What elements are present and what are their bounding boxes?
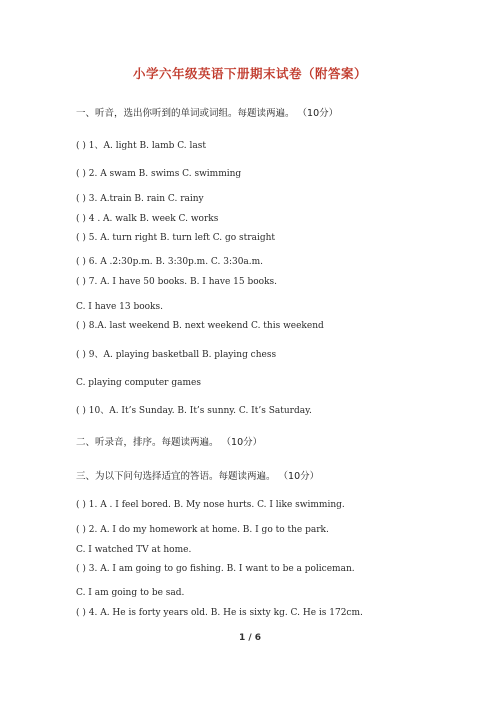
question-line: ( ) 3. A.train B. rain C. rainy	[76, 194, 204, 204]
section-heading-responses: 三、为以下问句选择适宜的答语。每题读两遍。 （10分）	[76, 471, 320, 482]
question-line: ( ) 8.A. last weekend B. next weekend C. this weekend	[76, 321, 324, 331]
question-line: ( ) 4. A. He is forty years old. B. He is sixty kg. C. He is 172cm.	[76, 608, 363, 618]
question-line: ( ) 2. A swam B. swims C. swimming	[76, 169, 242, 179]
section-heading-ordering: 二、听录音，排序。每题读两遍。 （10分）	[76, 437, 263, 448]
section-heading-listening-words: 一、听音，选出你听到的单词或词组。每题读两遍。 （10分）	[76, 108, 339, 119]
question-line: ( ) 9、A. playing basketball B. playing chess	[76, 350, 277, 360]
question-line: ( ) 4 . A. walk B. week C. works	[76, 214, 219, 224]
question-line: ( ) 2. A. I do my homework at home. B. I go to the park.	[76, 525, 329, 535]
question-line: ( ) 3. A. I am going to go fishing. B. I want to be a policeman.	[76, 564, 355, 574]
question-option-continued: C. I am going to be sad.	[76, 588, 185, 598]
question-line: ( ) 10、A. It’s Sunday. B. It’s sunny. C. It’s Saturday.	[76, 406, 312, 416]
question-line: ( ) 1、A. light B. lamb C. last	[76, 141, 206, 151]
question-option-continued: C. I have 13 books.	[76, 302, 163, 312]
question-option-continued: C. playing computer games	[76, 378, 201, 388]
question-option-continued: C. I watched TV at home.	[76, 545, 192, 555]
page-title: 小学六年级英语下册期末试卷（附答案）	[132, 66, 367, 81]
question-line: ( ) 1. A . I feel bored. B. My nose hurts. C. I like swimming.	[76, 500, 345, 510]
question-line: ( ) 6. A .2:30p.m. B. 3:30p.m. C. 3:30a.m.	[76, 257, 264, 267]
page-number: 1 / 6	[238, 633, 262, 643]
question-line: ( ) 7. A. I have 50 books. B. I have 15 books.	[76, 277, 277, 287]
question-line: ( ) 5. A. turn right B. turn left C. go straight	[76, 233, 276, 243]
